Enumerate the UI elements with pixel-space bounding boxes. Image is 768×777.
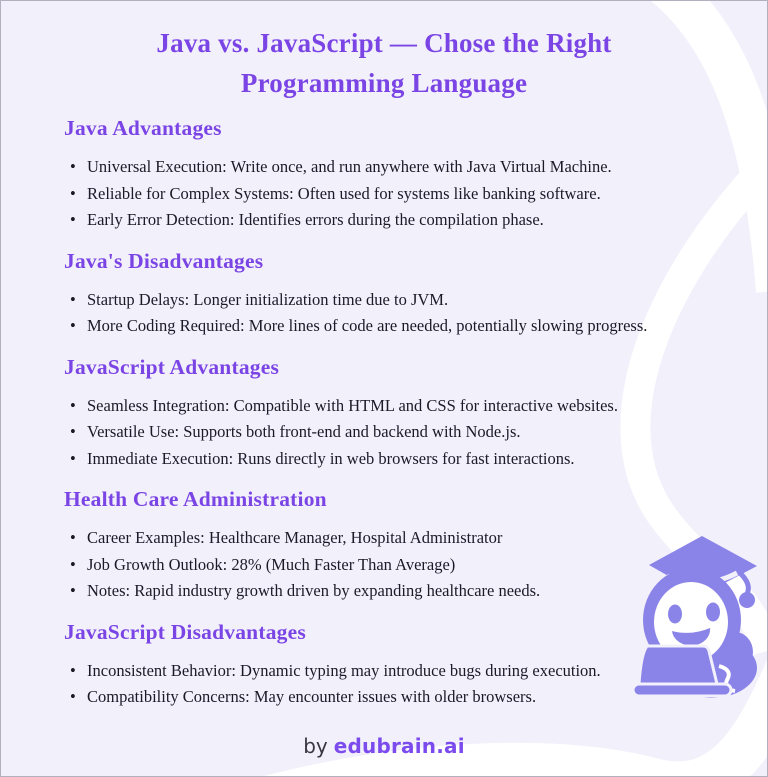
bullet-list-java-disadvantages — [64, 287, 767, 340]
section-heading-javascript-advantages: JavaScript Advantages — [64, 354, 280, 379]
bullet-item: • Versatile Use: Supports both front-end and backend with Node.js. — [64, 419, 767, 446]
section-heading-health-care-administration: Health Care Administration — [64, 487, 327, 511]
bullet-item: • Job Growth Outlook: 28% (Much Faster Than Average) — [64, 552, 767, 579]
bullet-item: • Universal Execution: Write once, and run anywhere with Java Virtual Machine. — [64, 154, 767, 181]
content-area — [1, 1, 767, 759]
footer-credit — [1, 733, 767, 759]
bullet-item: • Compatibility Concerns: May encounter issues with older browsers. — [64, 684, 767, 711]
bullet-item: • More Coding Required: More lines of code are needed, potentially slowing progress. — [64, 313, 767, 340]
page-title: Java vs. JavaScript — Chose the Right Programming Language — [156, 28, 612, 98]
bullet-list-java-advantages — [64, 154, 767, 234]
bullet-list-javascript-disadvantages — [64, 658, 767, 711]
section-heading-java-disadvantages: Java's Disadvantages — [64, 248, 264, 273]
bullet-item: • Reliable for Complex Systems: Often used for systems like banking software. — [64, 181, 767, 208]
bullet-item: • Seamless Integration: Compatible with HTML and CSS for interactive websites. — [64, 393, 767, 420]
section-heading-java-advantages: Java Advantages — [64, 116, 222, 140]
bullet-item: • Startup Delays: Longer initialization time due to JVM. — [64, 287, 767, 314]
bullet-item: • Career Examples: Healthcare Manager, Hospital Administrator — [64, 525, 767, 552]
bullet-item: • Inconsistent Behavior: Dynamic typing may introduce bugs during execution. — [64, 658, 767, 685]
bullet-item: • Notes: Rapid industry growth driven by expanding healthcare needs. — [64, 578, 767, 605]
footer-by-label: by — [303, 733, 328, 758]
bullet-list-javascript-advantages — [64, 393, 767, 473]
section-heading-javascript-disadvantages: JavaScript Disadvantages — [64, 619, 306, 644]
bullet-item: • Immediate Execution: Runs directly in web browsers for fast interactions. — [64, 446, 767, 473]
footer-brand-name: edubrain.ai — [333, 733, 465, 758]
bullet-list-health-care-administration — [64, 525, 767, 605]
bullet-item: • Early Error Detection: Identifies errors during the compilation phase. — [64, 207, 767, 234]
